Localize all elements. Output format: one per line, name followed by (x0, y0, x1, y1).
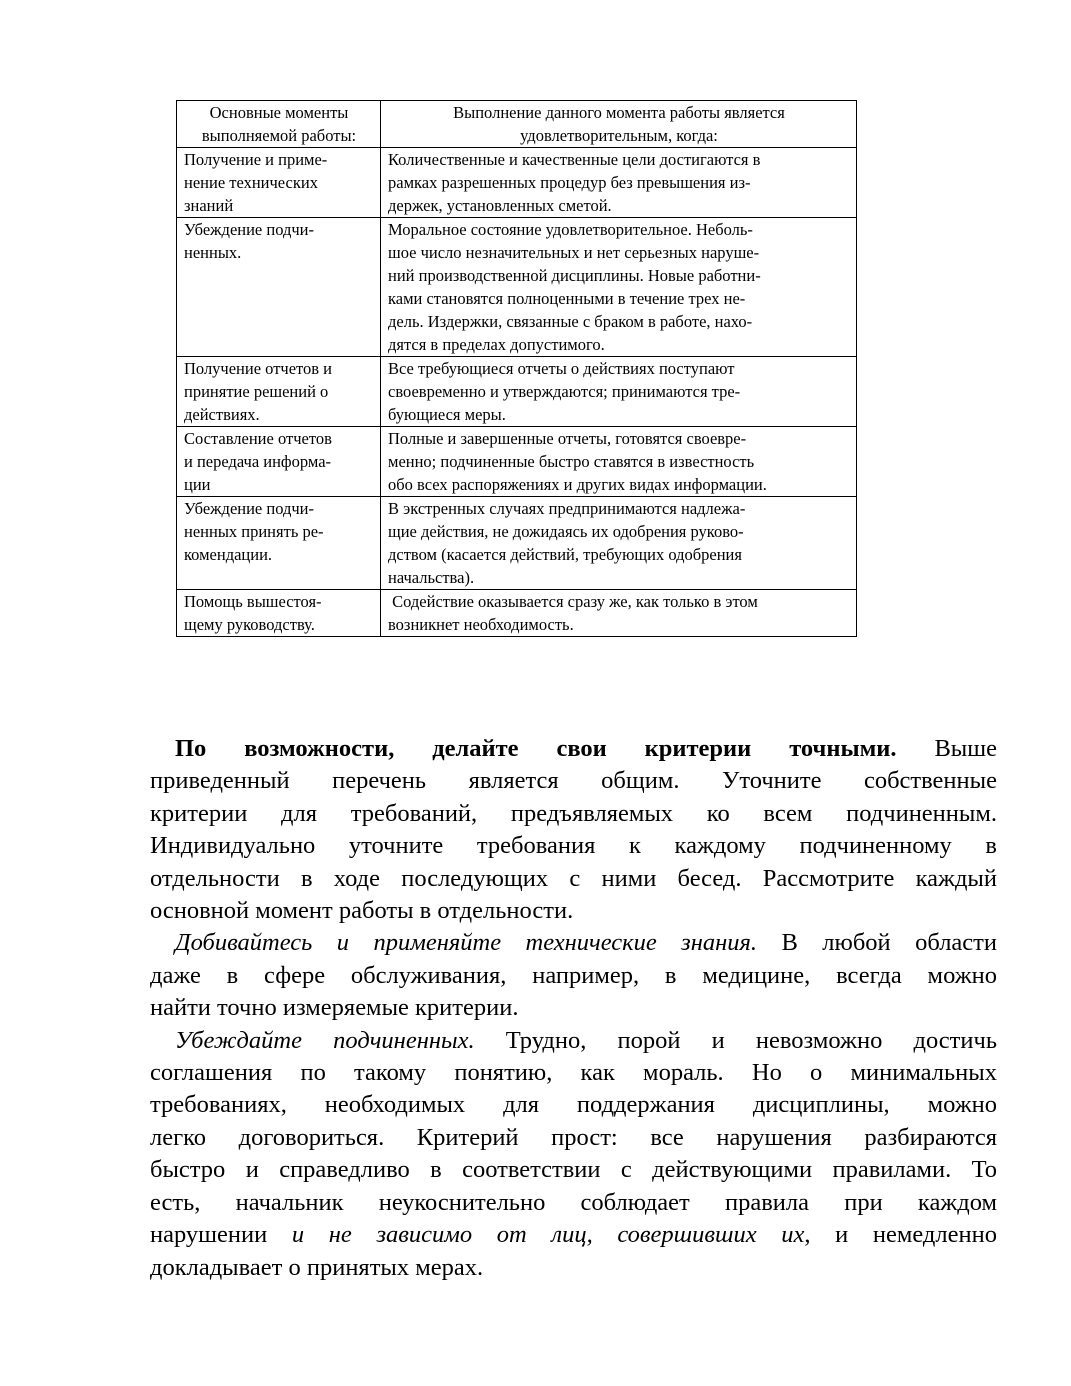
paragraph-line (150, 927, 997, 959)
line-post: , и немедленно (804, 1221, 997, 1249)
lead-rest: В любой области (757, 929, 997, 957)
row-criteria-cell (381, 427, 857, 497)
row-criteria-cell (381, 497, 857, 590)
row-criteria-cell (381, 148, 857, 218)
cell-text: щему руководству. (184, 615, 315, 634)
table-row (177, 357, 857, 427)
header-cell-satisfactory-when (381, 101, 857, 148)
paragraph-line: требованиях, необходимых для поддержания дисциплины, можно (150, 1091, 997, 1119)
cell-text: начальства). (388, 568, 475, 587)
italic-phrase: и не зависимо от лиц, совершивших их (291, 1221, 805, 1249)
paragraph-line: основной момент работы в отдельности. (150, 897, 574, 925)
row-criteria-cell (381, 218, 857, 357)
row-criteria-cell (381, 357, 857, 427)
paragraph-line: легко договориться. Критерий прост: все нарушения разбираются (150, 1123, 997, 1151)
table-row (177, 218, 857, 357)
paragraph-line: найти точно измеряемые критерии. (150, 994, 519, 1022)
table-row (177, 148, 857, 218)
cell-text: обо всех распоряжениях и других видах информации. (388, 475, 767, 494)
line-pre: нарушении (150, 1221, 292, 1249)
row-point-cell (177, 497, 381, 590)
paragraph-line: даже в сфере обслуживания, например, в медицине, всегда можно (150, 961, 997, 989)
cell-text: Помощь вышестоя- (184, 592, 322, 611)
row-point-cell (177, 590, 381, 637)
row-point-cell (177, 148, 381, 218)
header-text: удовлетворительным, когда: (520, 126, 718, 145)
cell-text: принятие решений о (184, 382, 329, 401)
cell-text: Убеждение подчи- (184, 220, 314, 239)
cell-text: Получение отчетов и (184, 359, 333, 378)
cell-text: ками становятся полноценными в течение трех не- (388, 289, 746, 308)
paragraph-line (150, 733, 997, 765)
cell-text: дель. Издержки, связанные с браком в работе, нахо- (388, 312, 753, 331)
cell-text: бующиеся меры. (388, 405, 506, 424)
paragraph-line: быстро и справедливо в соответствии с действующими правилами. То (150, 1156, 997, 1184)
header-cell-main-points (177, 101, 381, 148)
cell-text: Моральное состояние удовлетворительное. Неболь- (388, 220, 753, 239)
header-text: Выполнение данного момента работы является (453, 103, 785, 122)
paragraph-line: приведенный перечень является общим. Уточните собственные (150, 767, 997, 795)
cell-text: дятся в пределах допустимого. (388, 335, 605, 354)
table-row (177, 590, 857, 637)
paragraph-convince-subordinates (150, 1025, 997, 1284)
cell-text: менно; подчиненные быстро ставятся в известность (388, 452, 755, 471)
cell-text: и передача информа- (184, 452, 332, 471)
italic-lead: Добивайтесь и применяйте технические знания. (175, 929, 758, 957)
cell-text: Получение и приме- (184, 150, 328, 169)
cell-text: Количественные и качественные цели достигаются в (388, 150, 761, 169)
cell-text: щие действия, не дожидаясь их одобрения руково- (388, 522, 744, 541)
paragraph-line: критерии для требований, предъявляемых ко всем подчиненным. (150, 799, 997, 827)
cell-text: Убеждение подчи- (184, 499, 314, 518)
row-criteria-cell (381, 590, 857, 637)
paragraph-line: Индивидуально уточните требования к каждому подчиненному в (150, 832, 997, 860)
paragraph-line: отдельности в ходе последующих с ними бесед. Рассмотрите каждый (150, 864, 997, 892)
table-row (177, 427, 857, 497)
paragraph-line (150, 1025, 997, 1057)
cell-text: шое число незначительных и нет серьезных наруше- (388, 243, 760, 262)
cell-text: Полные и завершенные отчеты, готовятся своевре- (388, 429, 747, 448)
table-header-row (177, 101, 857, 148)
cell-text: действиях. (184, 405, 260, 424)
cell-text: держек, установленных сметой. (388, 196, 612, 215)
cell-text: Составление отчетов (184, 429, 332, 448)
cell-text: комендации. (184, 545, 273, 564)
cell-text: В экстренных случаях предпринимаются надлежа- (388, 499, 746, 518)
header-text: Основные моменты (209, 103, 349, 122)
paragraph-line (150, 1219, 997, 1251)
paragraph-technical-knowledge (150, 927, 997, 1024)
cell-text: знаний (184, 196, 234, 215)
cell-text: рамках разрешенных процедур без превышения из- (388, 173, 751, 192)
paragraph-line: докладывает о принятых мерах. (150, 1253, 484, 1281)
header-text: выполняемой работы: (201, 126, 357, 145)
cell-text: ненных. (184, 243, 242, 262)
cell-text: Все требующиеся отчеты о действиях поступают (388, 359, 735, 378)
lead-rest: Трудно, порой и невозможно достичь (474, 1026, 997, 1054)
cell-text: Содействие оказывается сразу же, как только в этом (388, 592, 758, 611)
paragraph-line: есть, начальник неукоснительно соблюдает правила при каждом (150, 1188, 997, 1216)
lead-rest: Выше (896, 735, 997, 762)
cell-text: ции (184, 475, 211, 494)
row-point-cell (177, 427, 381, 497)
bold-lead: По возможности, делайте свои критерии точными. (175, 735, 897, 762)
row-point-cell (177, 218, 381, 357)
cell-text: своевременно и утверждаются; принимаются тре- (388, 382, 741, 401)
table-row (177, 497, 857, 590)
cell-text: ний производственной дисциплины. Новые работни- (388, 266, 761, 285)
paragraph-line: соглашения по такому понятию, как мораль. Но о минимальных (150, 1059, 997, 1087)
cell-text: ненных принять ре- (184, 522, 324, 541)
italic-lead: Убеждайте подчиненных. (175, 1026, 475, 1054)
paragraph-precise-criteria (150, 733, 997, 927)
row-point-cell (177, 357, 381, 427)
cell-text: нение технических (184, 173, 318, 192)
cell-text: возникнет необходимость. (388, 615, 574, 634)
criteria-table (176, 100, 857, 637)
cell-text: дством (касается действий, требующих одобрения (388, 545, 742, 564)
body-text (150, 733, 997, 1284)
